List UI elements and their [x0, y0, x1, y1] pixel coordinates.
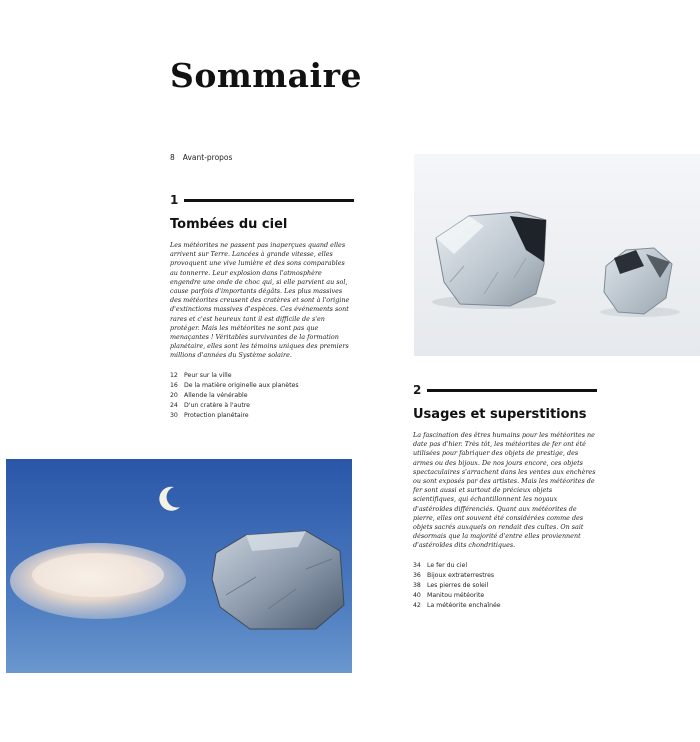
section-1-number: 1 [170, 193, 179, 207]
toc-item[interactable]: 40 Manitou météorite [413, 591, 485, 599]
photo-meteorite-stones [414, 154, 700, 356]
section-2-number: 2 [413, 383, 422, 397]
toc-item[interactable]: 42 La météorite enchaînée [413, 601, 501, 609]
section-1-title[interactable]: Tombées du ciel [170, 217, 288, 232]
toc-item[interactable]: 36 Bijoux extraterrestres [413, 571, 495, 579]
toc-item[interactable]: 30 Protection planétaire [170, 411, 249, 419]
toc-foreword-label: Avant-propos [182, 153, 233, 162]
photo-sky-painting [6, 459, 352, 673]
section-2-title[interactable]: Usages et superstitions [413, 407, 587, 422]
section-1-toc [170, 371, 354, 421]
section-1-text: Les météorites ne passent pas inaperçues quand elles arrivent sur Terre. Lancées à grande vitesse, elles provoquent une vive lumière et des sons comparables au tonnerre. Leur explosion dans l'atmosphère engendre une onde de choc qui, si elle parvient au sol, cause parfois d'importants dégâts. Les plus massives des météorites creusent des cratères et sont à l'origine d'extinctions massives d'espèces. Ces événements sont rares et c'est heureux tant il est difficile de s'en protéger. Mais les météorites ne sont pas que menaçantes ! Véritables survivantes de la formation planétaire, elles sont les témoins uniques des premiers millions d'années du Système solaire. [170, 241, 350, 360]
toc-item[interactable]: 12 Peur sur la ville [170, 371, 232, 379]
toc-foreword-page: 8 [170, 153, 175, 162]
section-2 [413, 383, 597, 611]
toc-item[interactable]: 20 Allende la vénérable [170, 391, 248, 399]
meteorite-stones-image [414, 154, 700, 356]
toc-item[interactable]: 38 Les pierres de soleil [413, 581, 489, 589]
toc-foreword[interactable] [170, 153, 232, 162]
section-2-toc [413, 561, 597, 611]
section-1-rule [184, 199, 354, 202]
section-1-header [170, 193, 354, 207]
section-2-text: La fascination des êtres humains pour les météorites ne date pas d'hier. Très tôt, les météorites de fer ont été utilisées pour fabriquer des objets de prestige, des armes ou des bijoux. De nos jours encore, ces objets spectaculaires s'arrachent dans les ventes aux enchères ou sont exposés par des artistes. Mais les météorites de fer sont aussi et surtout de précieux objets scientifiques, qui échantillonnent les noyaux d'astéroïdes différenciés. Quant aux météorites de pierre, elles ont souvent été considérées comme des objets sacrés auxquels on rendait des cultes. On sait désormais que la majorité d'entre elles proviennent d'astéroïdes dits chondritiques. [413, 431, 596, 550]
page-title: Sommaire [170, 56, 362, 95]
toc-item[interactable]: 34 Le fer du ciel [413, 561, 468, 569]
section-2-header [413, 383, 597, 397]
section-2-rule [427, 389, 597, 392]
section-1 [170, 193, 354, 421]
toc-item[interactable]: 16 De la matière originelle aux planètes [170, 381, 299, 389]
sky-painting-image [6, 459, 352, 673]
toc-item[interactable]: 24 D'un cratère à l'autre [170, 401, 250, 409]
